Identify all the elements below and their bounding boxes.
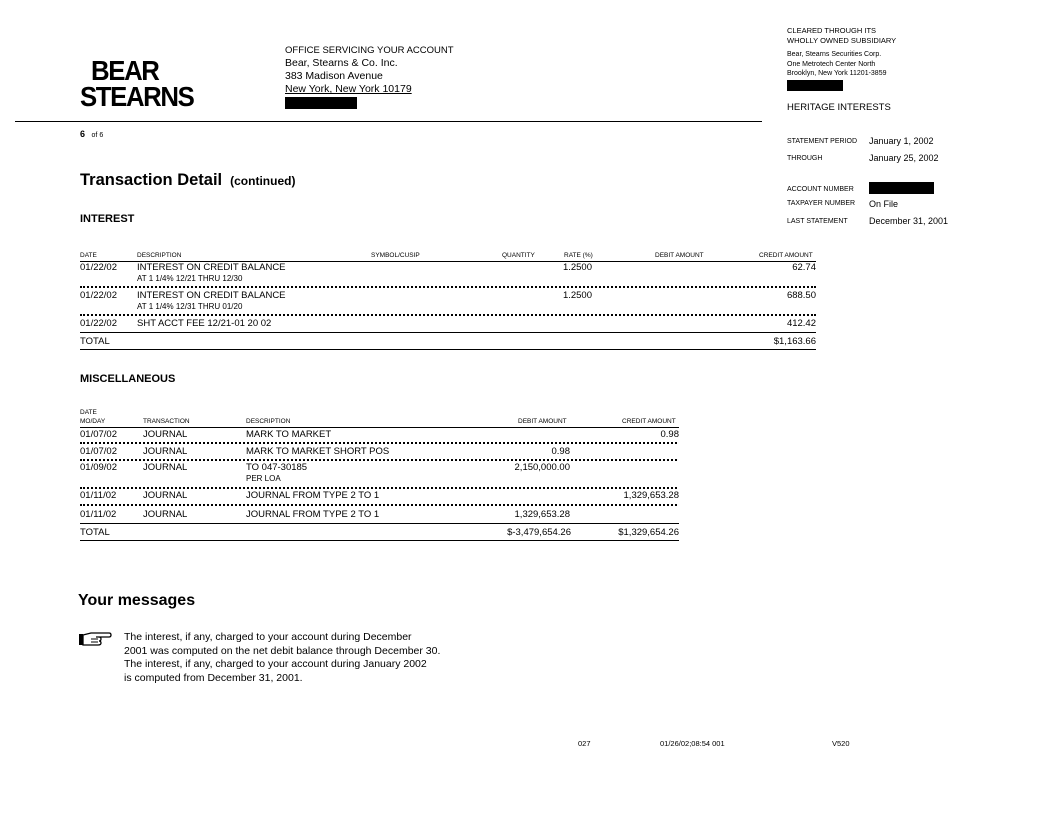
col-transaction: TRANSACTION bbox=[143, 418, 190, 425]
col-rate: RATE (%) bbox=[564, 252, 593, 259]
row-rate: 1.2500 bbox=[562, 290, 592, 301]
office-label: OFFICE SERVICING YOUR ACCOUNT bbox=[285, 45, 454, 56]
row-description: JOURNAL FROM TYPE 2 TO 1 bbox=[246, 509, 380, 520]
col-description: DESCRIPTION bbox=[246, 418, 291, 425]
message-line: The interest, if any, charged to your account during January 2002 bbox=[124, 658, 427, 670]
row-transaction: JOURNAL bbox=[143, 462, 188, 473]
row-date: 01/22/02 bbox=[80, 262, 117, 273]
footer-code-3: V520 bbox=[832, 739, 850, 748]
message-line: 2001 was computed on the net debit balance through December 30. bbox=[124, 644, 441, 657]
row-description: INTEREST ON CREDIT BALANCE bbox=[137, 290, 286, 301]
pointing-hand-icon bbox=[78, 630, 112, 648]
redaction-bar bbox=[869, 182, 934, 194]
page-number bbox=[80, 129, 103, 139]
footer-code-2: 01/26/02;08:54 001 bbox=[660, 739, 725, 748]
row-divider bbox=[80, 442, 677, 444]
col-debit: DEBIT AMOUNT bbox=[518, 418, 567, 425]
row-credit: 412.42 bbox=[786, 318, 816, 329]
col-date: DATE bbox=[80, 252, 97, 259]
row-date: 01/22/02 bbox=[80, 318, 117, 329]
message-body bbox=[124, 631, 440, 685]
clearing-line-2: WHOLLY OWNED SUBSIDIARY bbox=[787, 35, 897, 45]
row-subdescription: PER LOA bbox=[246, 474, 281, 483]
row-divider bbox=[80, 523, 679, 524]
clearing-addr-2: One Metrotech Center North bbox=[787, 60, 876, 68]
office-street: 383 Madison Avenue bbox=[285, 70, 383, 82]
clearing-line-1: CLEARED THROUGH ITS bbox=[787, 26, 877, 35]
logo-line-2: STEARNS bbox=[80, 81, 194, 112]
messages-heading: Your messages bbox=[78, 592, 196, 609]
row-divider bbox=[80, 314, 816, 316]
taxpayer-label: TAXPAYER NUMBER bbox=[787, 200, 856, 207]
row-credit: 0.98 bbox=[660, 429, 679, 440]
row-divider bbox=[80, 459, 677, 461]
office-block bbox=[285, 44, 454, 113]
redaction-bar bbox=[285, 97, 357, 109]
row-description: SHT ACCT FEE 12/21-01 20 02 bbox=[137, 318, 272, 329]
row-credit: 62.74 bbox=[792, 262, 816, 273]
row-debit: 0.98 bbox=[551, 446, 570, 457]
row-transaction: JOURNAL bbox=[143, 509, 188, 520]
interest-heading: INTEREST bbox=[80, 213, 135, 225]
header-rule bbox=[15, 121, 762, 122]
row-subdescription: AT 1 1/4% 12/31 THRU 01/20 bbox=[137, 302, 243, 311]
row-date: 01/09/02 bbox=[80, 462, 117, 473]
office-city: New York, New York 10179 bbox=[285, 83, 412, 95]
total-label: TOTAL bbox=[80, 527, 110, 538]
row-date: 01/11/02 bbox=[80, 509, 117, 520]
col-date-2: MO/DAY bbox=[80, 418, 106, 425]
through-value: January 25, 2002 bbox=[869, 153, 939, 163]
row-description: INTEREST ON CREDIT BALANCE bbox=[137, 262, 286, 273]
taxpayer-value: On File bbox=[869, 199, 899, 209]
total-rule bbox=[80, 540, 679, 541]
message-line: is computed from December 31, 2001. bbox=[124, 671, 303, 684]
row-credit: 688.50 bbox=[786, 290, 816, 301]
redaction-bar bbox=[787, 80, 843, 91]
last-statement-label: LAST STATEMENT bbox=[787, 218, 848, 225]
account-name: HERITAGE INTERESTS bbox=[787, 102, 891, 113]
statement-period-value: January 1, 2002 bbox=[869, 136, 934, 146]
bear-stearns-logo bbox=[80, 55, 194, 112]
row-divider bbox=[80, 286, 816, 288]
title-text: Transaction Detail bbox=[80, 171, 223, 189]
col-credit: CREDIT AMOUNT bbox=[622, 418, 676, 425]
row-debit: 1,329,653.28 bbox=[514, 509, 570, 520]
row-description: MARK TO MARKET SHORT POS bbox=[246, 446, 390, 457]
row-transaction: JOURNAL bbox=[143, 490, 188, 501]
row-divider bbox=[80, 504, 677, 506]
title-continued: (continued) bbox=[230, 174, 296, 188]
through-label: THROUGH bbox=[787, 155, 823, 162]
row-divider bbox=[80, 332, 816, 333]
col-credit: CREDIT AMOUNT bbox=[759, 252, 813, 259]
total-debit: $-3,479,654.26 bbox=[507, 527, 571, 538]
statement-period-label: STATEMENT PERIOD bbox=[787, 138, 858, 145]
col-description: DESCRIPTION bbox=[137, 252, 182, 259]
clearing-block bbox=[787, 26, 896, 93]
col-debit: DEBIT AMOUNT bbox=[655, 252, 704, 259]
logo-line-1: BEAR bbox=[91, 55, 159, 86]
total-label: TOTAL bbox=[80, 336, 110, 347]
header-rule bbox=[80, 427, 679, 428]
row-date: 01/07/02 bbox=[80, 429, 117, 440]
message-line: The interest, if any, charged to your account during December bbox=[124, 631, 412, 643]
row-rate: 1.2500 bbox=[562, 262, 592, 273]
col-symbol: SYMBOL/CUSIP bbox=[371, 252, 420, 259]
row-transaction: JOURNAL bbox=[143, 429, 188, 440]
last-statement-value: December 31, 2001 bbox=[869, 216, 949, 226]
row-description: JOURNAL FROM TYPE 2 TO 1 bbox=[246, 490, 380, 501]
total-rule bbox=[80, 349, 816, 350]
row-debit: 2,150,000.00 bbox=[514, 462, 570, 473]
row-subdescription: AT 1 1/4% 12/21 THRU 12/30 bbox=[137, 274, 243, 283]
row-credit: 1,329,653.28 bbox=[623, 490, 679, 501]
col-date-1: DATE bbox=[80, 409, 97, 416]
total-credit: $1,163.66 bbox=[773, 336, 816, 347]
page-num: 6 bbox=[80, 129, 86, 139]
row-description: MARK TO MARKET bbox=[246, 429, 332, 440]
row-description: TO 047-30185 bbox=[246, 462, 308, 473]
page-of: of 6 bbox=[91, 132, 104, 139]
row-date: 01/07/02 bbox=[80, 446, 117, 457]
page-title bbox=[80, 171, 295, 190]
row-date: 01/22/02 bbox=[80, 290, 117, 301]
col-quantity: QUANTITY bbox=[502, 252, 535, 259]
footer-code-1: 027 bbox=[578, 739, 591, 748]
clearing-addr-1: Bear, Stearns Securities Corp. bbox=[787, 51, 882, 58]
row-divider bbox=[80, 487, 677, 489]
office-name: Bear, Stearns & Co. Inc. bbox=[285, 57, 398, 69]
total-credit: $1,329,654.26 bbox=[618, 527, 679, 538]
misc-heading: MISCELLANEOUS bbox=[80, 373, 176, 385]
row-transaction: JOURNAL bbox=[143, 446, 188, 457]
clearing-addr-3: Brooklyn, New York 11201-3859 bbox=[787, 70, 887, 77]
account-number-label: ACCOUNT NUMBER bbox=[787, 186, 854, 193]
row-date: 01/11/02 bbox=[80, 490, 117, 501]
